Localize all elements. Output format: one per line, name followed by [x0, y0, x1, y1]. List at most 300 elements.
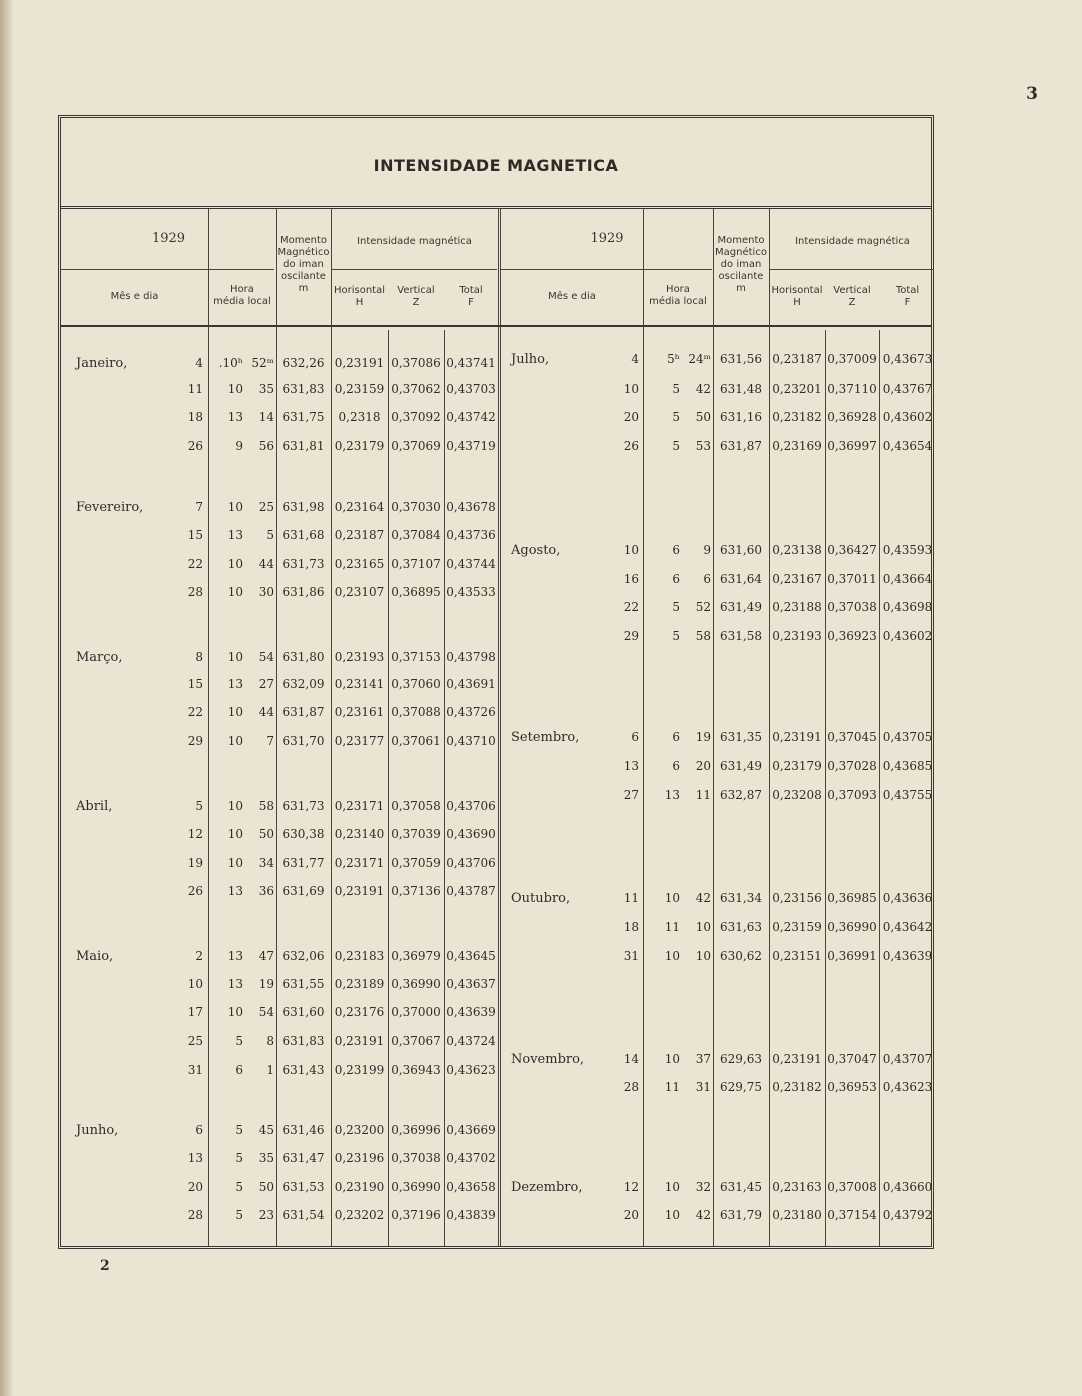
vertical-cell: 0,36991 [827, 949, 877, 963]
momento-cell: 631,58 [720, 629, 762, 643]
day-cell: 25 [187, 1034, 203, 1048]
total-cell: 0,43792 [882, 1208, 933, 1222]
month-cell: Junho, [76, 1123, 119, 1138]
minute-cell: 50 [258, 1180, 274, 1194]
vertical-cell: 0,36996 [391, 1123, 441, 1137]
vertical-cell: 0,36928 [827, 410, 877, 424]
hour-cell: 10 [227, 500, 243, 514]
momento-cell: 631,16 [720, 410, 762, 424]
minute-cell: 36 [258, 884, 274, 898]
day-cell: 7 [195, 500, 203, 514]
total-cell: 0,43767 [882, 382, 933, 396]
intensidade-header: Intensidade magnética [357, 236, 472, 247]
month-cell: Setembro, [511, 730, 580, 745]
hour-cell: 5 [672, 439, 680, 453]
month-cell: Março, [76, 650, 123, 665]
hour-cell: 10 [664, 949, 680, 963]
day-cell: 6 [631, 730, 639, 744]
horizontal-cell: 0,23161 [334, 705, 385, 719]
hour-cell: 10 [664, 1180, 680, 1194]
minute-cell: 54 [258, 650, 274, 664]
day-cell: 17 [187, 1005, 203, 1019]
hour-cell: 11 [664, 1080, 680, 1094]
horizontal-cell: 0,23182 [772, 410, 822, 424]
day-cell: 31 [623, 949, 639, 963]
horizontal-cell: 0,23201 [772, 382, 822, 396]
minute-cell: 50 [258, 827, 274, 841]
vertical-cell: 0,36427 [827, 543, 877, 557]
vertical-cell: 0,36997 [827, 439, 877, 453]
minute-cell: 42 [695, 1208, 711, 1222]
vertical-cell: 0,37088 [391, 705, 441, 719]
total-cell: 0,43637 [446, 977, 496, 991]
hour-cell: 5 [672, 382, 680, 396]
total-cell: 0,43623 [446, 1063, 496, 1077]
hour-cell: 13 [227, 949, 243, 963]
horizontal-cell: 0,23171 [334, 856, 385, 870]
col-rule [444, 330, 445, 1246]
momento-cell: 632,87 [720, 788, 762, 802]
hour-cell: 10 [664, 1052, 680, 1066]
total-cell: 0,43623 [882, 1080, 933, 1094]
momento-cell: 631,46 [282, 1123, 325, 1137]
table-title: INTENSIDADE MAGNETICA [373, 156, 619, 175]
horizontal-cell: 0,2318 [338, 410, 381, 424]
horizontal-cell: 0,23141 [334, 677, 385, 691]
momento-cell: 629,75 [720, 1080, 762, 1094]
day-cell: 26 [187, 439, 203, 453]
day-cell: 4 [195, 356, 203, 370]
minute-cell: 52 [695, 600, 711, 614]
day-cell: 22 [623, 600, 639, 614]
day-cell: 20 [187, 1180, 203, 1194]
total-cell: 0,43660 [882, 1180, 933, 1194]
day-cell: 5 [195, 799, 203, 813]
vertical-cell: 0,36985 [827, 891, 877, 905]
month-cell: Outubro, [511, 891, 571, 906]
minute-cell: 45 [258, 1123, 274, 1137]
hour-cell: 10 [227, 1005, 243, 1019]
momento-cell: 631,60 [282, 1005, 325, 1019]
momento-cell: 631,54 [282, 1208, 325, 1222]
total-cell: 0,43755 [882, 788, 933, 802]
title-rule [61, 206, 931, 209]
momento-cell: 631,73 [282, 799, 325, 813]
day-cell: 2 [195, 949, 203, 963]
horizontal-cell: 0,23187 [772, 352, 822, 366]
page-number: 3 [1026, 84, 1038, 104]
hour-cell: 13 [227, 410, 243, 424]
total-cell: 0,43690 [446, 827, 496, 841]
momento-cell: 631,83 [282, 382, 325, 396]
vertical-cell: 0,36953 [827, 1080, 877, 1094]
hour-cell: 5 [672, 629, 680, 643]
day-cell: 11 [187, 382, 203, 396]
minute-cell: 8 [266, 1034, 274, 1048]
total-cell: 0,43685 [882, 759, 933, 773]
momento-cell: 631,81 [282, 439, 325, 453]
momento-cell: 632,09 [282, 677, 325, 691]
total-cell: 0,43639 [446, 1005, 496, 1019]
month-cell: Agosto, [511, 543, 561, 558]
total-cell: 0,43787 [446, 884, 496, 898]
vertical-cell: 0,37062 [391, 382, 441, 396]
minute-cell: 14 [258, 410, 274, 424]
minute-cell: 19 [258, 977, 274, 991]
day-cell: 26 [187, 884, 203, 898]
hour-cell: 10 [227, 382, 243, 396]
hour-cell: 5ʰ [667, 352, 680, 366]
total-cell: 0,43710 [446, 734, 496, 748]
momento-cell: 631,48 [720, 382, 762, 396]
horizontal-cell: 0,23193 [772, 629, 822, 643]
total-cell: 0,43726 [446, 705, 496, 719]
day-cell: 10 [187, 977, 203, 991]
header-subrule [770, 269, 934, 270]
minute-cell: 42 [695, 891, 711, 905]
month-cell: Julho, [511, 352, 550, 367]
momento-cell: 632,26 [282, 356, 325, 370]
day-cell: 15 [187, 528, 203, 542]
vertical-cell: 0,37154 [827, 1208, 877, 1222]
momento-cell: 631,56 [720, 352, 762, 366]
minute-cell: 42 [695, 382, 711, 396]
total-cell: 0,43602 [882, 629, 933, 643]
horizontal-cell: 0,23176 [334, 1005, 385, 1019]
hour-cell: 10 [227, 557, 243, 571]
total-cell: 0,43664 [882, 572, 933, 586]
mes-dia-header: Mês e dia [110, 291, 159, 302]
hour-cell: 10 [227, 827, 243, 841]
hour-cell: 5 [235, 1123, 243, 1137]
minute-cell: 25 [258, 500, 274, 514]
table-frame [58, 115, 934, 1249]
minute-cell: 7 [266, 734, 274, 748]
horizontal-cell: 0,23140 [334, 827, 385, 841]
momento-cell: 630,62 [720, 949, 762, 963]
minute-cell: 32 [695, 1180, 711, 1194]
hour-cell: 6 [672, 543, 680, 557]
horizontal-cell: 0,23171 [334, 799, 385, 813]
minute-cell: 1 [266, 1063, 274, 1077]
month-cell: Maio, [76, 949, 114, 964]
vertical-cell: 0,37107 [391, 557, 441, 571]
hour-cell: 5 [235, 1208, 243, 1222]
minute-cell: 10 [695, 920, 711, 934]
minute-cell: 35 [258, 382, 274, 396]
day-cell: 22 [187, 557, 203, 571]
col-rule [643, 209, 644, 1246]
day-cell: 6 [195, 1123, 203, 1137]
header-subrule [501, 269, 712, 270]
vertical-cell: 0,36990 [827, 920, 877, 934]
total-cell: 0,43798 [446, 650, 496, 664]
day-cell: 15 [187, 677, 203, 691]
horizontal-cell: 0,23179 [772, 759, 822, 773]
hora-header: Hora média local [649, 284, 707, 307]
total-cell: 0,43724 [446, 1034, 496, 1048]
minute-cell: 23 [258, 1208, 274, 1222]
hour-cell: 6 [672, 572, 680, 586]
hour-cell: 13 [227, 528, 243, 542]
vertical-cell: 0,36990 [391, 1180, 441, 1194]
hour-cell: 10 [227, 734, 243, 748]
day-cell: 11 [623, 891, 639, 905]
momento-cell: 631,80 [282, 650, 325, 664]
momento-cell: 631,43 [282, 1063, 325, 1077]
momento-cell: 631,34 [720, 891, 762, 905]
vertical-cell: 0,37196 [391, 1208, 441, 1222]
hour-cell: 6 [672, 759, 680, 773]
horizontal-cell: 0,23169 [772, 439, 822, 453]
total-cell: 0,43642 [882, 920, 933, 934]
header-subrule [61, 269, 274, 270]
year-header: 1929 [590, 231, 624, 246]
hour-cell: 9 [235, 439, 243, 453]
minute-cell: 10 [695, 949, 711, 963]
vertical-cell: 0,37008 [827, 1180, 877, 1194]
horizontal-cell: 0,23164 [334, 500, 385, 514]
total-cell: 0,43645 [446, 949, 496, 963]
vertical-cell: 0,37045 [827, 730, 877, 744]
horizontal-cell: 0,23189 [334, 977, 385, 991]
day-cell: 10 [623, 382, 639, 396]
horizontal-cell: 0,23196 [334, 1151, 385, 1165]
hour-cell: 5 [235, 1034, 243, 1048]
vertical-cell: 0,37059 [391, 856, 441, 870]
day-cell: 22 [187, 705, 203, 719]
minute-cell: 35 [258, 1151, 274, 1165]
total-cell: 0,43602 [882, 410, 933, 424]
momento-cell: 631,86 [282, 585, 325, 599]
vertical-cell: 0,37047 [827, 1052, 877, 1066]
momento-cell: 630,38 [282, 827, 325, 841]
total-cell: 0,43678 [446, 500, 496, 514]
vertical-cell: 0,37092 [391, 410, 441, 424]
mes-dia-header: Mês e dia [548, 291, 596, 302]
total-cell: 0,43736 [446, 528, 496, 542]
total-cell: 0,43706 [446, 799, 496, 813]
horizontal-cell: 0,23151 [772, 949, 822, 963]
momento-cell: 631,98 [282, 500, 325, 514]
header-subrule [332, 269, 497, 270]
horizontal-cell: 0,23138 [772, 543, 822, 557]
momento-cell: 631,63 [720, 920, 762, 934]
day-cell: 8 [195, 650, 203, 664]
horizontal-cell: 0,23200 [334, 1123, 385, 1137]
horizontal-header: Horisontal H [771, 285, 823, 308]
minute-cell: 44 [258, 705, 274, 719]
vertical-cell: 0,37039 [391, 827, 441, 841]
day-cell: 12 [187, 827, 203, 841]
minute-cell: 24ᵐ [688, 352, 711, 366]
day-cell: 18 [187, 410, 203, 424]
day-cell: 29 [623, 629, 639, 643]
vertical-cell: 0,37069 [391, 439, 441, 453]
total-cell: 0,43741 [446, 356, 496, 370]
hour-cell: 10 [664, 891, 680, 905]
minute-cell: 56 [258, 439, 274, 453]
horizontal-cell: 0,23208 [772, 788, 822, 802]
horizontal-cell: 0,23165 [334, 557, 385, 571]
minute-cell: 31 [695, 1080, 711, 1094]
vertical-cell: 0,37061 [391, 734, 441, 748]
momento-cell: 631,87 [720, 439, 762, 453]
momento-header: Momento Magnético do iman oscilante m [715, 235, 767, 294]
month-cell: Novembro, [511, 1052, 585, 1067]
vertical-cell: 0,37038 [391, 1151, 441, 1165]
horizontal-cell: 0,23187 [334, 528, 385, 542]
vertical-cell: 0,37011 [827, 572, 877, 586]
day-cell: 14 [623, 1052, 639, 1066]
momento-cell: 631,79 [720, 1208, 762, 1222]
vertical-cell: 0,37058 [391, 799, 441, 813]
vertical-cell: 0,37028 [827, 759, 877, 773]
total-cell: 0,43719 [446, 439, 496, 453]
hour-cell: 5 [235, 1180, 243, 1194]
horizontal-cell: 0,23177 [334, 734, 385, 748]
total-cell: 0,43636 [882, 891, 933, 905]
total-cell: 0,43673 [882, 352, 933, 366]
minute-cell: 11 [695, 788, 711, 802]
total-cell: 0,43639 [882, 949, 933, 963]
total-cell: 0,43839 [446, 1208, 496, 1222]
year-header: 1929 [151, 231, 186, 246]
vertical-cell: 0,36979 [391, 949, 441, 963]
momento-cell: 631,73 [282, 557, 325, 571]
day-cell: 12 [623, 1180, 639, 1194]
momento-cell: 631,49 [720, 600, 762, 614]
month-cell: Abril, [76, 799, 113, 814]
minute-cell: 19 [695, 730, 711, 744]
horizontal-cell: 0,23191 [772, 1052, 822, 1066]
vertical-header: Vertical Z [397, 285, 435, 308]
vertical-cell: 0,36895 [391, 585, 441, 599]
total-header: Total F [459, 285, 483, 308]
momento-cell: 631,35 [720, 730, 762, 744]
hour-cell: 13 [227, 677, 243, 691]
total-cell: 0,43533 [446, 585, 496, 599]
momento-cell: 631,87 [282, 705, 325, 719]
total-cell: 0,43658 [446, 1180, 496, 1194]
hour-cell: 6 [235, 1063, 243, 1077]
momento-cell: 631,45 [720, 1180, 762, 1194]
momento-cell: 631,53 [282, 1180, 325, 1194]
horizontal-cell: 0,23179 [334, 439, 385, 453]
hour-cell: 13 [227, 977, 243, 991]
vertical-cell: 0,37030 [391, 500, 441, 514]
horizontal-cell: 0,23180 [772, 1208, 822, 1222]
minute-cell: 30 [258, 585, 274, 599]
horizontal-cell: 0,23188 [772, 600, 822, 614]
momento-cell: 631,77 [282, 856, 325, 870]
total-cell: 0,43744 [446, 557, 496, 571]
month-cell: Fevereiro, [76, 500, 144, 515]
momento-cell: 631,75 [282, 410, 325, 424]
horizontal-cell: 0,23182 [772, 1080, 822, 1094]
momento-cell: 631,83 [282, 1034, 325, 1048]
hour-cell: 10 [664, 1208, 680, 1222]
horizontal-cell: 0,23191 [334, 356, 385, 370]
vertical-cell: 0,37086 [391, 356, 441, 370]
day-cell: 28 [187, 585, 203, 599]
day-cell: 29 [187, 734, 203, 748]
momento-cell: 631,55 [282, 977, 325, 991]
horizontal-cell: 0,23191 [334, 1034, 385, 1048]
center-divider [498, 209, 501, 1246]
day-cell: 20 [623, 410, 639, 424]
hour-cell: 10 [227, 585, 243, 599]
hour-cell: .10ʰ [218, 356, 243, 370]
col-rule [388, 330, 389, 1246]
total-cell: 0,43742 [446, 410, 496, 424]
intensidade-header: Intensidade magnética [795, 236, 910, 247]
horizontal-cell: 0,23190 [334, 1180, 385, 1194]
header-bottom-rule [61, 325, 931, 327]
total-cell: 0,43654 [882, 439, 933, 453]
hour-cell: 11 [664, 920, 680, 934]
minute-cell: 58 [258, 799, 274, 813]
col-rule [208, 209, 209, 1246]
total-cell: 0,43703 [446, 382, 496, 396]
vertical-header: Vertical Z [833, 285, 871, 308]
minute-cell: 37 [695, 1052, 711, 1066]
minute-cell: 27 [258, 677, 274, 691]
vertical-cell: 0,37084 [391, 528, 441, 542]
vertical-cell: 0,37038 [827, 600, 877, 614]
footer-number: 2 [100, 1258, 110, 1274]
day-cell: 28 [187, 1208, 203, 1222]
vertical-cell: 0,37000 [391, 1005, 441, 1019]
horizontal-cell: 0,23199 [334, 1063, 385, 1077]
month-cell: Dezembro, [511, 1180, 583, 1195]
horizontal-header: Horisontal H [333, 285, 386, 308]
hour-cell: 5 [235, 1151, 243, 1165]
hour-cell: 13 [664, 788, 680, 802]
horizontal-cell: 0,23191 [772, 730, 822, 744]
horizontal-cell: 0,23163 [772, 1180, 822, 1194]
day-cell: 28 [623, 1080, 639, 1094]
book-spine-shadow [0, 0, 14, 1396]
day-cell: 27 [623, 788, 639, 802]
total-cell: 0,43705 [882, 730, 933, 744]
minute-cell: 44 [258, 557, 274, 571]
total-cell: 0,43691 [446, 677, 496, 691]
minute-cell: 20 [695, 759, 711, 773]
horizontal-cell: 0,23167 [772, 572, 822, 586]
hora-header: Hora média local [213, 284, 271, 307]
day-cell: 31 [187, 1063, 203, 1077]
total-cell: 0,43593 [882, 543, 933, 557]
minute-cell: 47 [258, 949, 274, 963]
momento-cell: 631,70 [282, 734, 325, 748]
horizontal-cell: 0,23183 [334, 949, 385, 963]
total-cell: 0,43702 [446, 1151, 496, 1165]
momento-cell: 631,64 [720, 572, 762, 586]
vertical-cell: 0,37153 [391, 650, 441, 664]
minute-cell: 50 [695, 410, 711, 424]
total-cell: 0,43698 [882, 600, 933, 614]
hour-cell: 10 [227, 799, 243, 813]
minute-cell: 34 [258, 856, 274, 870]
hour-cell: 5 [672, 410, 680, 424]
total-cell: 0,43706 [446, 856, 496, 870]
hour-cell: 10 [227, 705, 243, 719]
day-cell: 19 [187, 856, 203, 870]
momento-cell: 631,47 [282, 1151, 325, 1165]
month-cell: Janeiro, [76, 356, 128, 371]
momento-cell: 632,06 [282, 949, 325, 963]
